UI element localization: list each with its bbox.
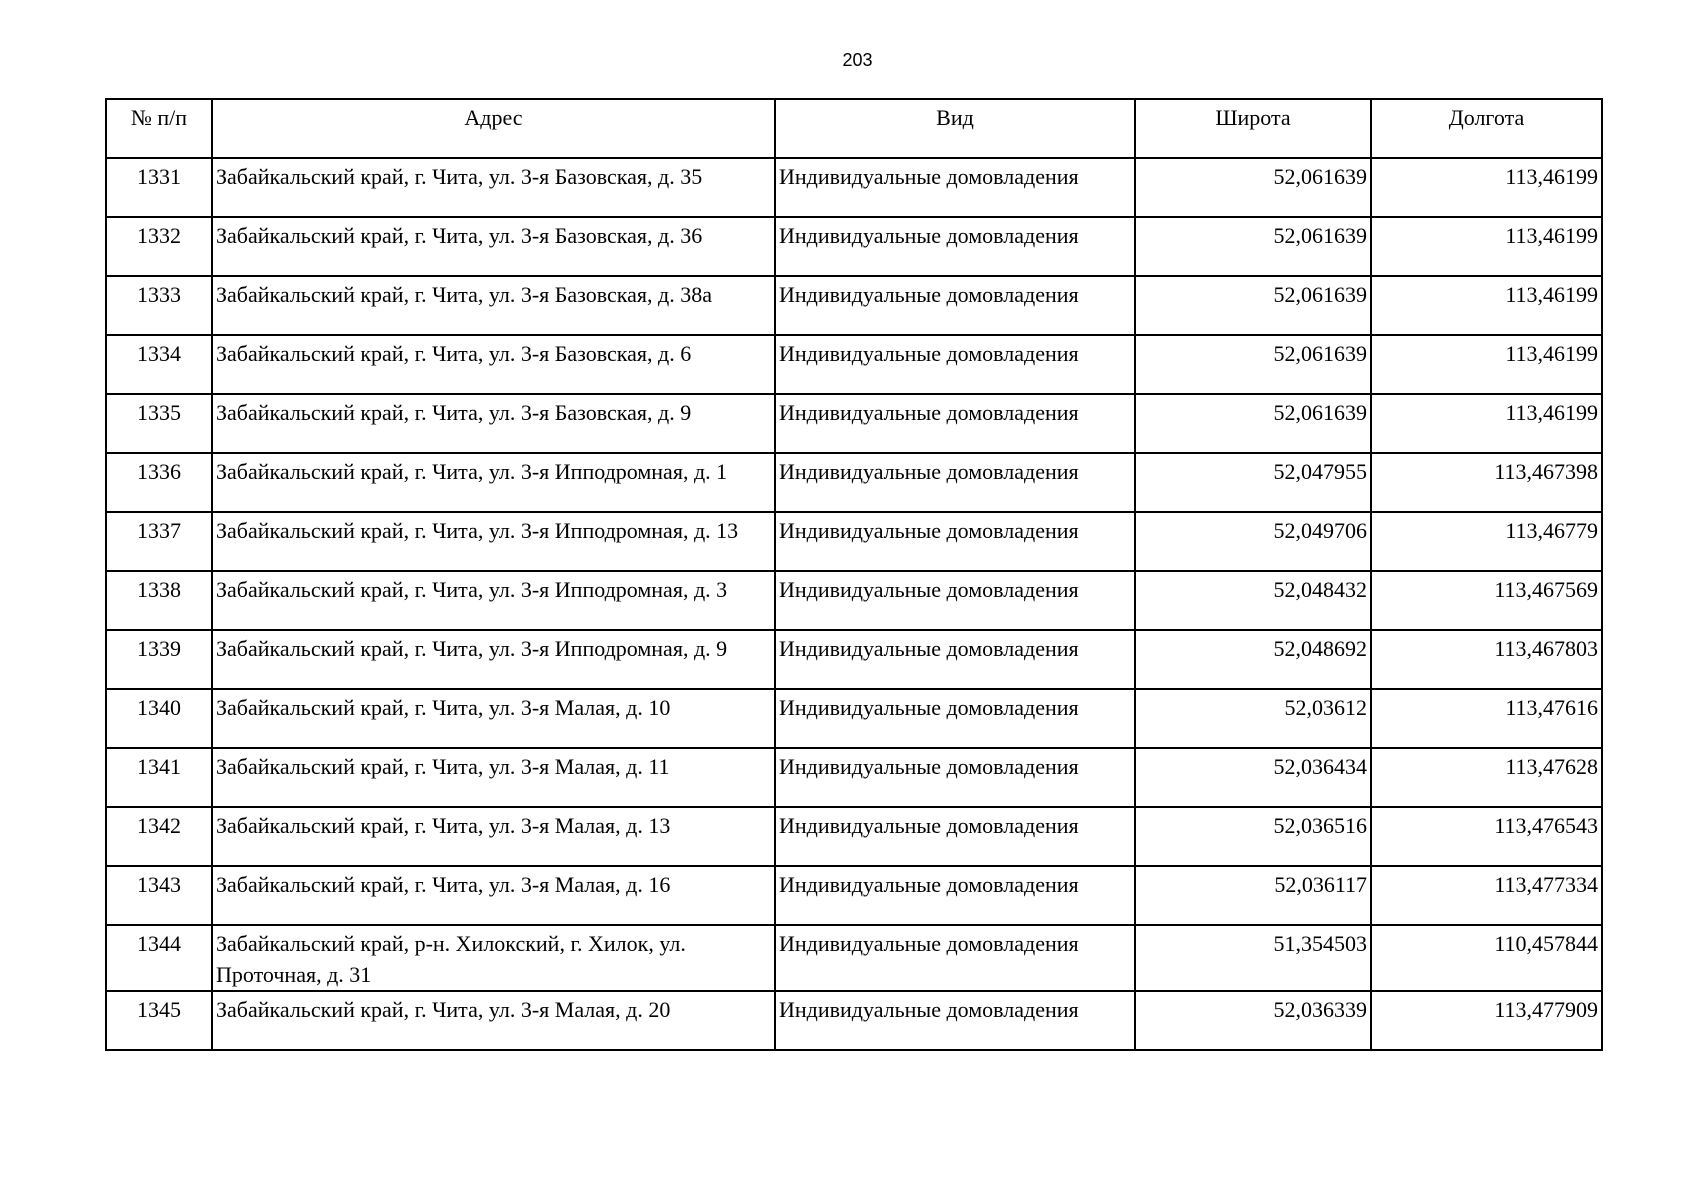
cell-address: Забайкальский край, г. Чита, ул. 3-я Малая, д. 16 <box>212 866 775 925</box>
table-row <box>106 748 1602 807</box>
cell-address: Забайкальский край, г. Чита, ул. 3-я Малая, д. 10 <box>212 689 775 748</box>
cell-lat: 52,03612 <box>1135 689 1371 748</box>
cell-lon: 113,46199 <box>1371 335 1602 394</box>
cell-lat: 52,061639 <box>1135 276 1371 335</box>
cell-lon: 113,467803 <box>1371 630 1602 689</box>
table-row <box>106 276 1602 335</box>
table-row <box>106 512 1602 571</box>
cell-lon: 113,47616 <box>1371 689 1602 748</box>
cell-lat: 52,061639 <box>1135 158 1371 217</box>
cell-lon: 113,47628 <box>1371 748 1602 807</box>
cell-address: Забайкальский край, г. Чита, ул. 3-я Малая, д. 20 <box>212 991 775 1050</box>
cell-num: 1337 <box>106 512 212 571</box>
cell-lon: 113,46199 <box>1371 217 1602 276</box>
page-number: 203 <box>842 50 873 70</box>
cell-lat: 52,061639 <box>1135 335 1371 394</box>
table-row <box>106 394 1602 453</box>
cell-type: Индивидуальные домовладения <box>775 807 1135 866</box>
header-lat: Широта <box>1135 99 1371 158</box>
cell-num: 1332 <box>106 217 212 276</box>
cell-lon: 113,467398 <box>1371 453 1602 512</box>
table-row <box>106 335 1602 394</box>
cell-type: Индивидуальные домовладения <box>775 335 1135 394</box>
cell-lon: 113,46199 <box>1371 158 1602 217</box>
cell-num: 1341 <box>106 748 212 807</box>
cell-type: Индивидуальные домовладения <box>775 630 1135 689</box>
cell-type: Индивидуальные домовладения <box>775 866 1135 925</box>
cell-type: Индивидуальные домовладения <box>775 925 1135 991</box>
cell-lon: 113,46199 <box>1371 394 1602 453</box>
cell-lat: 52,036516 <box>1135 807 1371 866</box>
cell-address: Забайкальский край, г. Чита, ул. 3-я Базовская, д. 36 <box>212 217 775 276</box>
cell-lat: 52,061639 <box>1135 394 1371 453</box>
cell-lon: 113,46199 <box>1371 276 1602 335</box>
cell-type: Индивидуальные домовладения <box>775 394 1135 453</box>
cell-type: Индивидуальные домовладения <box>775 217 1135 276</box>
cell-address: Забайкальский край, г. Чита, ул. 3-я Малая, д. 13 <box>212 807 775 866</box>
cell-num: 1339 <box>106 630 212 689</box>
cell-address: Забайкальский край, г. Чита, ул. 3-я Ипподромная, д. 9 <box>212 630 775 689</box>
cell-lon: 113,467569 <box>1371 571 1602 630</box>
table-row <box>106 158 1602 217</box>
cell-address: Забайкальский край, г. Чита, ул. 3-я Базовская, д. 35 <box>212 158 775 217</box>
cell-num: 1343 <box>106 866 212 925</box>
cell-address: Забайкальский край, г. Чита, ул. 3-я Ипподромная, д. 3 <box>212 571 775 630</box>
header-num: № п/п <box>106 99 212 158</box>
cell-lon: 113,46779 <box>1371 512 1602 571</box>
cell-type: Индивидуальные домовладения <box>775 512 1135 571</box>
cell-type: Индивидуальные домовладения <box>775 158 1135 217</box>
cell-num: 1333 <box>106 276 212 335</box>
header-type: Вид <box>775 99 1135 158</box>
cell-address: Забайкальский край, г. Чита, ул. 3-я Базовская, д. 38а <box>212 276 775 335</box>
cell-lat: 52,036339 <box>1135 991 1371 1050</box>
table-row <box>106 807 1602 866</box>
cell-lat: 52,047955 <box>1135 453 1371 512</box>
cell-lon: 113,477909 <box>1371 991 1602 1050</box>
header-lon: Долгота <box>1371 99 1602 158</box>
cell-num: 1335 <box>106 394 212 453</box>
cell-lat: 52,048692 <box>1135 630 1371 689</box>
cell-address: Забайкальский край, г. Чита, ул. 3-я Базовская, д. 9 <box>212 394 775 453</box>
cell-lat: 52,049706 <box>1135 512 1371 571</box>
table-row <box>106 571 1602 630</box>
cell-address: Забайкальский край, г. Чита, ул. 3-я Базовская, д. 6 <box>212 335 775 394</box>
table-row <box>106 689 1602 748</box>
table-body <box>106 158 1602 1050</box>
cell-num: 1344 <box>106 925 212 991</box>
cell-type: Индивидуальные домовладения <box>775 689 1135 748</box>
cell-lon: 113,477334 <box>1371 866 1602 925</box>
registry-table <box>105 98 1603 1051</box>
header-address: Адрес <box>212 99 775 158</box>
cell-num: 1340 <box>106 689 212 748</box>
cell-address: Забайкальский край, р-н. Хилокский, г. Хилок, ул. Проточная, д. 31 <box>212 925 775 991</box>
cell-type: Индивидуальные домовладения <box>775 991 1135 1050</box>
cell-num: 1336 <box>106 453 212 512</box>
table-row <box>106 991 1602 1050</box>
table-row <box>106 925 1602 991</box>
table-row <box>106 453 1602 512</box>
cell-lon: 113,476543 <box>1371 807 1602 866</box>
cell-lat: 51,354503 <box>1135 925 1371 991</box>
table-header-row <box>106 99 1602 158</box>
cell-type: Индивидуальные домовладения <box>775 276 1135 335</box>
cell-num: 1345 <box>106 991 212 1050</box>
cell-address: Забайкальский край, г. Чита, ул. 3-я Малая, д. 11 <box>212 748 775 807</box>
cell-type: Индивидуальные домовладения <box>775 748 1135 807</box>
cell-lon: 110,457844 <box>1371 925 1602 991</box>
cell-type: Индивидуальные домовладения <box>775 571 1135 630</box>
cell-num: 1334 <box>106 335 212 394</box>
cell-num: 1331 <box>106 158 212 217</box>
table-row <box>106 630 1602 689</box>
table-row <box>106 866 1602 925</box>
cell-address: Забайкальский край, г. Чита, ул. 3-я Ипподромная, д. 13 <box>212 512 775 571</box>
cell-num: 1342 <box>106 807 212 866</box>
cell-lat: 52,036434 <box>1135 748 1371 807</box>
cell-lat: 52,036117 <box>1135 866 1371 925</box>
cell-num: 1338 <box>106 571 212 630</box>
cell-lat: 52,048432 <box>1135 571 1371 630</box>
cell-lat: 52,061639 <box>1135 217 1371 276</box>
cell-type: Индивидуальные домовладения <box>775 453 1135 512</box>
cell-address: Забайкальский край, г. Чита, ул. 3-я Ипподромная, д. 1 <box>212 453 775 512</box>
table-row <box>106 217 1602 276</box>
